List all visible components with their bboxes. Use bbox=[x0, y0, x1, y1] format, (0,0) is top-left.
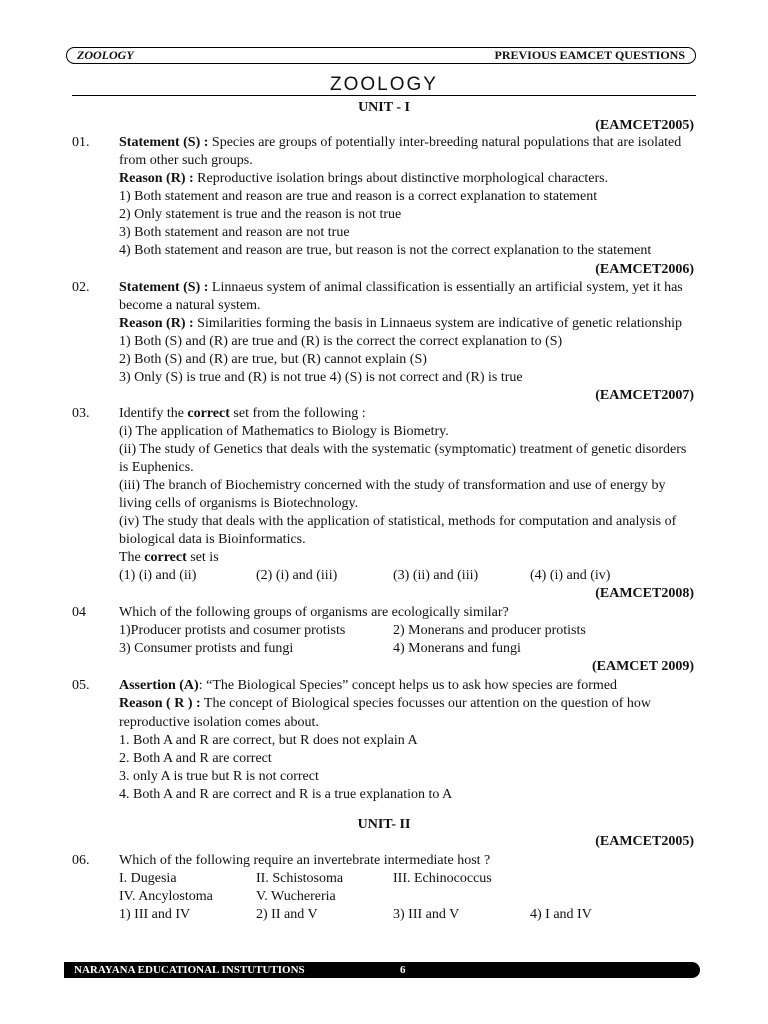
header-subject: ZOOLOGY bbox=[77, 48, 134, 62]
q5-reason-label: Reason ( R ) : bbox=[119, 696, 201, 711]
q5-option-1: 1. Both A and R are correct, but R does not explain A bbox=[119, 733, 418, 748]
q3-set-a: The bbox=[119, 550, 145, 565]
q3-set-c: set is bbox=[186, 550, 219, 565]
q5-reason bbox=[119, 695, 651, 713]
q1-statement-text: Species are groups of potentially inter-breeding natural populations that are isolated bbox=[208, 135, 682, 150]
q3-option-2: (2) (i) and (iii) bbox=[256, 568, 338, 583]
q1-statement-label: Statement (S) : bbox=[119, 135, 209, 150]
q2-reason bbox=[119, 315, 682, 333]
footer-institution: NARAYANA EDUCATIONAL INSTUTUTIONS bbox=[74, 964, 305, 976]
q4-option-1: 1)Producer protists and cosumer protists bbox=[119, 623, 346, 638]
q1-option-4: 4) Both statement and reason are true, but reason is not the correct explanation to the statement bbox=[119, 243, 652, 258]
q1-reason-text: Reproductive isolation brings about distinctive morphological characters. bbox=[193, 171, 609, 186]
q6-item-2: II. Schistosoma bbox=[256, 871, 344, 886]
exam-tag-q5: (EAMCET 2009) bbox=[591, 659, 694, 674]
q1-option-2: 2) Only statement is true and the reason is not true bbox=[119, 207, 402, 222]
exam-tag-q4: (EAMCET2008) bbox=[595, 586, 694, 601]
question-number-1: 01. bbox=[72, 135, 90, 150]
q1-reason-label: Reason (R) : bbox=[119, 171, 194, 186]
q3-statement-4-cont: biological data is Bioinformatics. bbox=[119, 532, 306, 547]
q5-reason-cont: reproductive isolation comes about. bbox=[119, 715, 319, 730]
q3-intro-bold: correct bbox=[187, 406, 230, 421]
q6-option-3: 3) III and V bbox=[393, 907, 460, 922]
unit-heading-2: UNIT- II bbox=[357, 817, 411, 832]
exam-tag-q2: (EAMCET2006) bbox=[595, 262, 694, 277]
q3-intro-c: set from the following : bbox=[229, 406, 366, 421]
q3-statement-2-cont: is Euphenics. bbox=[119, 460, 194, 475]
q6-item-3: III. Echinococcus bbox=[393, 871, 492, 886]
q2-statement bbox=[119, 279, 683, 297]
q1-statement bbox=[119, 134, 681, 152]
q6-item-4: IV. Ancylostoma bbox=[119, 889, 213, 904]
q3-option-1: (1) (i) and (ii) bbox=[119, 568, 197, 583]
exam-tag-q3: (EAMCET2007) bbox=[595, 388, 694, 403]
q5-option-4: 4. Both A and R are correct and R is a true explanation to A bbox=[119, 787, 453, 802]
q4-text: Which of the following groups of organisms are ecologically similar? bbox=[119, 605, 509, 620]
q3-statement-4: (iv) The study that deals with the application of statistical, methods for computation and analysis of bbox=[119, 514, 677, 529]
q4-option-2: 2) Monerans and producer protists bbox=[393, 623, 586, 638]
q2-reason-text: Similarities forming the basis in Linnaeus system are indicative of genetic relationship bbox=[193, 316, 682, 331]
q5-assertion bbox=[119, 677, 617, 695]
q1-option-3: 3) Both statement and reason are not true bbox=[119, 225, 350, 240]
q2-statement-text: Linnaeus system of animal classification is essentially an artificial system, yet it has bbox=[208, 280, 683, 295]
q6-option-4: 4) I and IV bbox=[530, 907, 592, 922]
q2-reason-label: Reason (R) : bbox=[119, 316, 194, 331]
q1-statement-cont: from other such groups. bbox=[119, 153, 253, 168]
question-number-5: 05. bbox=[72, 678, 90, 693]
exam-tag-q1: (EAMCET2005) bbox=[595, 118, 694, 133]
q2-statement-cont: become a natural system. bbox=[119, 298, 261, 313]
q2-option-1: 1) Both (S) and (R) are true and (R) is the correct the correct explanation to (S) bbox=[119, 334, 563, 349]
q3-statement-2: (ii) The study of Genetics that deals with the systematic (symptomatic) treatment of genetic disorders bbox=[119, 442, 687, 457]
q5-option-2: 2. Both A and R are correct bbox=[119, 751, 272, 766]
q3-option-4: (4) (i) and (iv) bbox=[530, 568, 611, 583]
q5-option-3: 3. only A is true but R is not correct bbox=[119, 769, 319, 784]
header-section: PREVIOUS EAMCET QUESTIONS bbox=[494, 48, 685, 62]
q2-option-3-4: 3) Only (S) is true and (R) is not true 4) (S) is not correct and (R) is true bbox=[119, 370, 523, 385]
q3-statement-3: (iii) The branch of Biochemistry concerned with the study of transformation and use of energy by bbox=[119, 478, 666, 493]
q5-assertion-text: : “The Biological Species” concept helps us to ask how species are formed bbox=[198, 678, 618, 693]
unit-heading-1: UNIT - I bbox=[358, 100, 410, 115]
q3-statement-3-cont: living cells of organisms is Biotechnology. bbox=[119, 496, 359, 511]
q6-item-5: V. Wuchereria bbox=[256, 889, 336, 904]
exam-tag-q6: (EAMCET2005) bbox=[595, 834, 694, 849]
q3-correct-set bbox=[119, 549, 219, 567]
q1-option-1: 1) Both statement and reason are true and reason is a correct explanation to statement bbox=[119, 189, 598, 204]
question-number-6: 06. bbox=[72, 853, 90, 868]
q3-statement-1: (i) The application of Mathematics to Biology is Biometry. bbox=[119, 424, 449, 439]
q2-option-2: 2) Both (S) and (R) are true, but (R) cannot explain (S) bbox=[119, 352, 427, 367]
q2-statement-label: Statement (S) : bbox=[119, 280, 209, 295]
q6-option-2: 2) II and V bbox=[256, 907, 318, 922]
q3-set-bold: correct bbox=[144, 550, 187, 565]
question-number-2: 02. bbox=[72, 280, 90, 295]
q5-reason-text: The concept of Biological species focusses our attention on the question of how bbox=[200, 696, 652, 711]
page-title: ZOOLOGY bbox=[330, 74, 438, 95]
question-number-4: 04 bbox=[72, 605, 86, 620]
q6-text: Which of the following require an invertebrate intermediate host ? bbox=[119, 853, 491, 868]
q6-option-1: 1) III and IV bbox=[119, 907, 191, 922]
page-number: 6 bbox=[400, 964, 406, 976]
q3-intro-a: Identify the bbox=[119, 406, 188, 421]
title-divider bbox=[72, 95, 696, 96]
page-footer bbox=[64, 962, 700, 978]
q4-option-3: 3) Consumer protists and fungi bbox=[119, 641, 294, 656]
q3-intro bbox=[119, 405, 366, 423]
q6-item-1: I. Dugesia bbox=[119, 871, 177, 886]
running-header bbox=[66, 47, 696, 64]
question-number-3: 03. bbox=[72, 406, 90, 421]
q1-reason bbox=[119, 170, 608, 188]
q3-option-3: (3) (ii) and (iii) bbox=[393, 568, 479, 583]
q4-option-4: 4) Monerans and fungi bbox=[393, 641, 521, 656]
q5-assertion-label: Assertion (A) bbox=[119, 678, 199, 693]
